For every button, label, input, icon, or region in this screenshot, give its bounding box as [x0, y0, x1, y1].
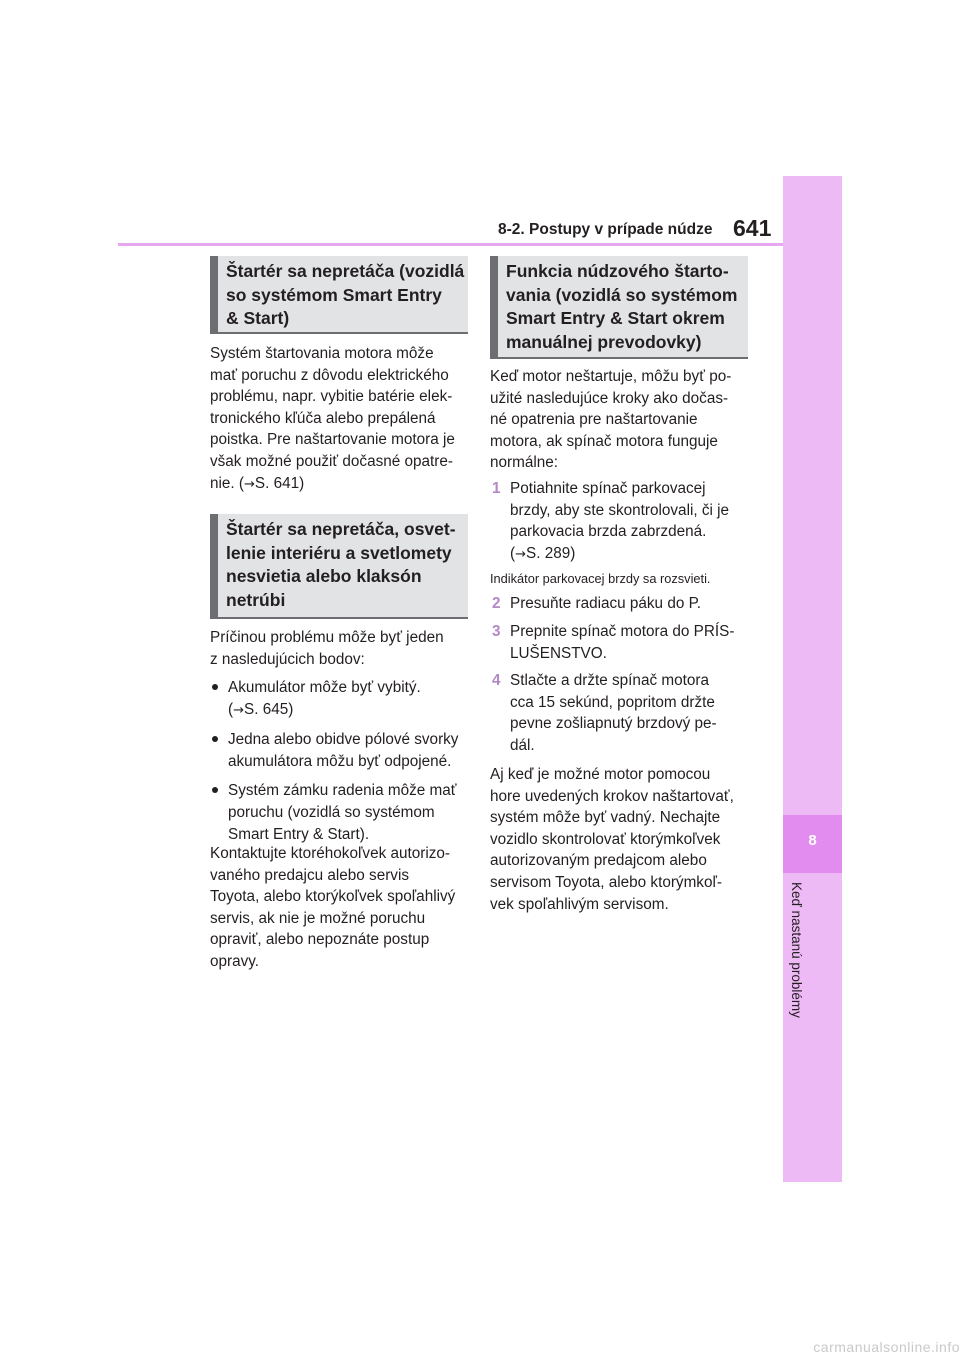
paragraph-emergency-intro: Keď motor neštartuje, môžu byť po- užité nasledujúce kroky ako dočas- né opatrenia pre naštartovanie motora, ak spínač motora funguje normálne: [490, 368, 732, 472]
paragraph-starting-system: Systém štartovania motora môže mať poruchu z dôvodu elektrického problému, napr. vybitie batérie elek- tronického kľúča alebo prepálená poistka. Pre naštartovanie motora je však možné použiť dočasné opatre- nie. (→S. 641) [210, 345, 455, 492]
chapter-label: Keď nastanú problémy [789, 882, 804, 1018]
arrow-icon: → [515, 546, 527, 562]
step-1: 1 Potiahnite spínač parkovacej brzdy, aby ste skontrolovali, či je parkovacia brzda zabrzdená. (→S. 289) [492, 478, 754, 565]
step-number: 1 [492, 480, 501, 497]
page-reference-link[interactable]: S. 641) [254, 474, 305, 492]
note-parking-brake-indicator: Indikátor parkovacej brzdy sa rozsvieti. [490, 571, 711, 586]
page-reference-link[interactable]: S. 645) [244, 700, 294, 718]
bullet-icon [212, 736, 218, 742]
paragraph-causes: Príčinou problému môže byť jeden z nasledujúcich bodov: [210, 629, 444, 668]
step-number: 3 [492, 623, 501, 640]
list-item: Jedna alebo obidve pólové svorky akumulátora môžu byť odpojené. [212, 729, 472, 772]
heading-starter-not-cranking: Štartér sa nepretáča (vozidlá so systémom Smart Entry & Start) [210, 256, 468, 334]
step-number: 2 [492, 595, 501, 612]
page-number: 641 [733, 215, 772, 241]
paragraph-closing: Aj keď je možné motor pomocou hore uvedených krokov naštartovať, systém môže byť vadný. Nechajte vozidlo skontrolovať ktorýmkoľvek autorizovaným predajcom alebo servisom Toyota, alebo ktorýmkoľ- vek spoľahlivým servisom. [490, 766, 734, 913]
page-reference-link[interactable]: S. 289) [526, 544, 576, 562]
watermark: carmanualsonline.info [813, 1339, 960, 1355]
chapter-number: 8 [808, 832, 817, 849]
header-rule [118, 243, 783, 246]
section-title: 8-2. Postupy v prípade núdze [498, 221, 713, 238]
arrow-icon: → [233, 702, 245, 718]
step-number: 4 [492, 672, 501, 689]
arrow-icon: → [244, 476, 255, 492]
list-item: Akumulátor môže byť vybitý. (→S. 645) [212, 677, 472, 721]
step-3: 3 Prepnite spínač motora do PRÍS- LUŠENSTVO. [492, 621, 754, 664]
bullet-icon [212, 684, 218, 690]
paragraph-contact-dealer: Kontaktujte ktoréhokoľvek autorizo- vaného predajcu alebo servis Toyota, alebo ktorýkoľvek spoľahlivý servis, ak nie je možné poruchu opraviť, alebo nepoznáte postup opravy. [210, 845, 456, 970]
list-item: Systém zámku radenia môže mať poruchu (vozidlá so systémom Smart Entry & Start). [212, 780, 472, 845]
bullet-list [212, 677, 472, 845]
step-2: 2 Presuňte radiacu páku do P. [492, 593, 754, 615]
heading-starter-no-lights: Štartér sa nepretáča, osvet- lenie interiéru a svetlomety nesvietia alebo klaksón netrúbi [210, 514, 468, 619]
bullet-icon [212, 787, 218, 793]
step-4: 4 Stlačte a držte spínač motora cca 15 sekúnd, popritom držte pevne zošliapnutý brzdový pe- dál. [492, 670, 754, 756]
heading-emergency-start: Funkcia núdzového štarto- vania (vozidlá so systémom Smart Entry & Start okrem manuálnej prevodovky) [490, 256, 748, 359]
